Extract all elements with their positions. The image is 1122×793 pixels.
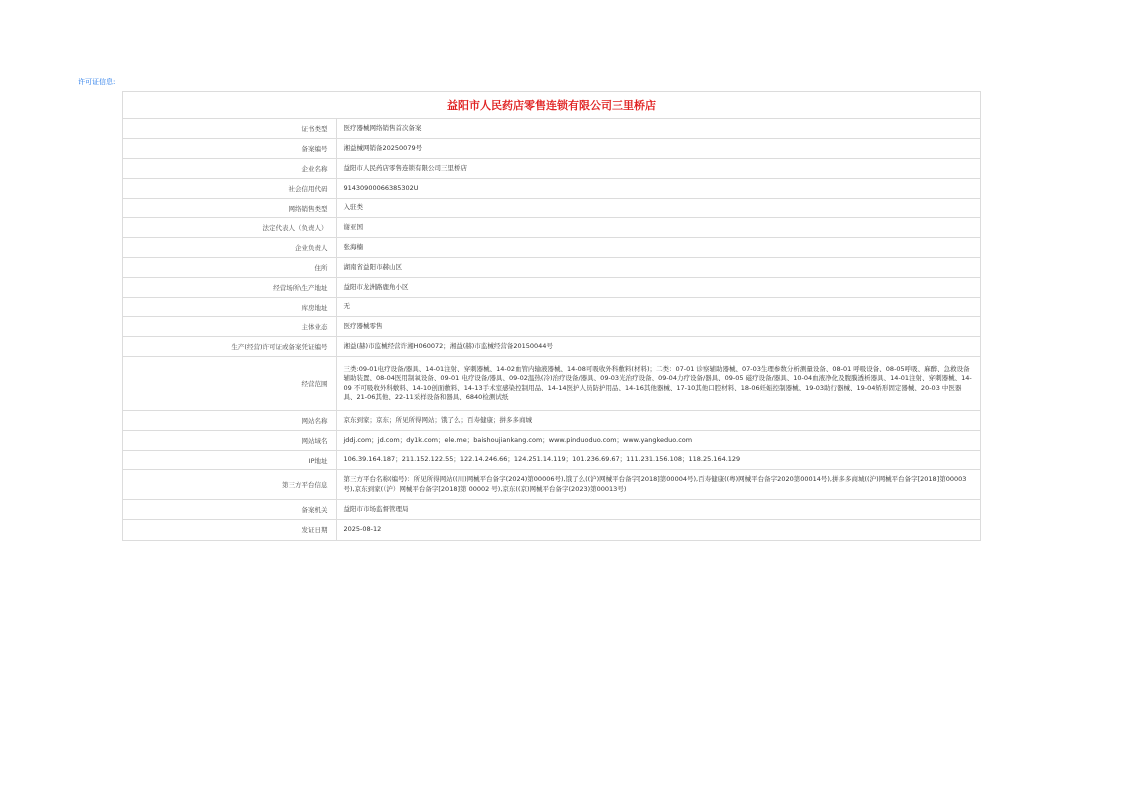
table-row: [123, 430, 980, 450]
table-row: [123, 277, 980, 297]
table-row: [123, 139, 980, 159]
row-label: 企业负责人: [123, 238, 336, 258]
row-value: 湖南省益阳市赫山区: [336, 258, 980, 278]
row-label: 企业名称: [123, 159, 336, 179]
table-row: [123, 450, 980, 470]
table-row: [123, 159, 980, 179]
row-label: 法定代表人（负责人）: [123, 218, 336, 238]
row-value: 无: [336, 297, 980, 317]
row-value: 京东到家；京东；所见所得网站；饿了么；百寿健康；拼多多商城: [336, 411, 980, 431]
table-row: [123, 238, 980, 258]
table-row: [123, 317, 980, 337]
row-value: 湘益(赫)市监械经营许湘H060072；湘益(赫)市监械经营备20150044号: [336, 337, 980, 357]
table-row: [123, 218, 980, 238]
table-row: [123, 357, 980, 411]
row-value: 入驻类: [336, 198, 980, 218]
row-label: 网络销售类型: [123, 198, 336, 218]
row-value: 谢亚国: [336, 218, 980, 238]
row-value: 益阳市人民药店零售连锁有限公司三里桥店: [336, 159, 980, 179]
row-value: 医疗器械网络销售首次备案: [336, 119, 980, 139]
title-row: [123, 92, 980, 119]
table-row: [123, 520, 980, 540]
row-label: IP地址: [123, 450, 336, 470]
row-label: 网站域名: [123, 430, 336, 450]
row-label: 第三方平台信息: [123, 470, 336, 500]
row-label: 主体业态: [123, 317, 336, 337]
row-value: 第三方平台名称(编号)：所见所得网站((川)网械平台备字(2024)第00006号),饿了么((沪)网械平台备字[2018]第00004号),百寿健康((粤)网械平台备字2020第00014号),拼多多商城((沪)网械平台备字[2018]第00003号),京东到家(（沪）网械平台备字[2018]第 00002 号),京东((京)网械平台备字(2023)第00013号): [336, 470, 980, 500]
license-table: [123, 119, 980, 540]
row-value: 三类:09-01电疗设备/器具、14-01注射、穿刺器械、14-02血管内输液器械、14-08可吸收外科敷料(材料)；二类：07-01 诊察辅助器械、07-03生理参数分析测量设备、08-01 呼吸设备、08-05呼吸、麻醉、急救设备辅助装置、08-04医用制氧设备、09-01 电疗设备/器具、09-02温热(冷)治疗设备/器具、09-03光治疗设备、09-04力疗设备/器具、09-05 磁疗设备/器具、10-04血液净化及腹膜透析器具、14-01注射、穿刺器械、14-09 不可吸收外科敷料、14-10创面敷料、14-13手术室感染控制用品、14-14医护人员防护用品、14-16其他器械、17-10其他口腔材料、18-06妊娠控制器械、19-03助行器械、19-04矫形固定器械、20-03 中医器具、21-06其他、22-11采样设备和器具、6840检测试纸: [336, 357, 980, 411]
row-value: 湘益械网销备20250079号: [336, 139, 980, 159]
table-row: [123, 198, 980, 218]
row-value: jddj.com；jd.com；dy1k.com；ele.me；baishoujiankang.com；www.pinduoduo.com；www.yangkeduo.com: [336, 430, 980, 450]
row-value: 益阳市市场监督管理局: [336, 500, 980, 520]
row-label: 备案编号: [123, 139, 336, 159]
row-value: 益阳市龙洲路鹿角小区: [336, 277, 980, 297]
row-value: 2025-08-12: [343, 525, 382, 534]
row-value: 医疗器械零售: [336, 317, 980, 337]
table-row: [123, 258, 980, 278]
table-row: [123, 470, 980, 500]
row-label: 库房地址: [123, 297, 336, 317]
table-row: [123, 337, 980, 357]
row-label: 备案机关: [123, 500, 336, 520]
row-label: 生产(经营)许可证或备案凭证编号: [123, 337, 336, 357]
row-label: 证书类型: [123, 119, 336, 139]
row-label: 社会信用代码: [123, 178, 336, 198]
table-row: [123, 178, 980, 198]
row-label: 住所: [123, 258, 336, 278]
row-value: 91430900066385302U: [336, 178, 980, 198]
table-row: [123, 500, 980, 520]
row-value: 106.39.164.187；211.152.122.55；122.14.246.66；124.251.14.119；101.236.69.67；111.231.156.108；118.25.164.129: [336, 450, 980, 470]
table-row: [123, 411, 980, 431]
section-label: 许可证信息:: [78, 78, 116, 86]
license-card: [122, 91, 981, 541]
table-row: [123, 119, 980, 139]
row-label: 经营场所\生产地址: [123, 277, 336, 297]
row-label: 经营范围: [123, 357, 336, 411]
row-label: 发证日期: [123, 520, 336, 540]
row-value: 张海楠: [336, 238, 980, 258]
company-title: 益阳市人民药店零售连锁有限公司三里桥店: [447, 99, 656, 112]
table-row: [123, 297, 980, 317]
row-label: 网站名称: [123, 411, 336, 431]
